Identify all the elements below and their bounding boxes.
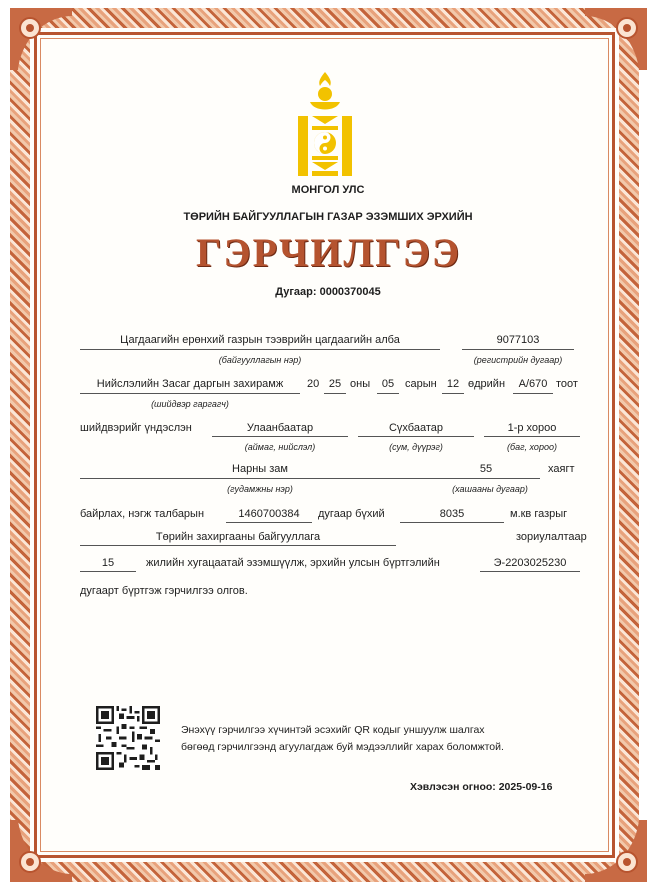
- month-word: сарын: [405, 378, 437, 390]
- bag-underline: [484, 436, 580, 437]
- street-value: Нарны зам: [232, 463, 288, 475]
- registration-underline: [480, 571, 580, 572]
- years-underline: [80, 571, 136, 572]
- area-word: м.кв газрыг: [510, 508, 568, 520]
- certificate-number: Дугаар: 0000370045: [275, 286, 381, 298]
- corner-ornament-top-left: [8, 6, 74, 72]
- fence-number-value: 55: [479, 463, 493, 475]
- country-name: МОНГОЛ УЛС: [291, 184, 365, 196]
- month-underline: [377, 393, 399, 394]
- qr-note-line-1: Энэхүү гэрчилгээ хүчинтэй эсэхийг QR кодыг уншуулж шалгах: [181, 724, 485, 736]
- registry-caption: (регистрийн дугаар): [473, 355, 563, 365]
- decision-number-value: А/670: [518, 378, 548, 390]
- day-word: өдрийн: [468, 378, 506, 390]
- parcel-number-value: 1460700384: [238, 508, 300, 520]
- aimag-caption: (аймаг, нийслэл): [244, 442, 316, 452]
- registration-number-value: Э-2203025230: [493, 557, 567, 569]
- qr-note-line-2: бөгөөд гэрчилгээнд агуулагдаж буй мэдээллийг харах боломжтой.: [181, 741, 504, 753]
- area-underline: [400, 522, 504, 523]
- year-prefix: 20: [307, 378, 320, 390]
- purpose-underline: [80, 545, 396, 546]
- org-name-value: Цагдаагийн ерөнхий газрын тээврийн цагдаагийн алба: [120, 334, 400, 346]
- aimag-underline: [212, 436, 348, 437]
- year-word: оны: [350, 378, 371, 390]
- org-name-underline: [80, 349, 440, 350]
- parcel-word: дугаар бүхий: [318, 508, 385, 520]
- fence-caption: (хашааны дугаар): [452, 484, 528, 494]
- parcel-underline: [226, 522, 312, 523]
- purpose-value: Төрийн захиргааны байгууллага: [155, 531, 321, 543]
- year-underline: [324, 393, 346, 394]
- sum-value: Сүхбаатар: [388, 422, 443, 434]
- corner-ornament-bottom-left: [8, 818, 74, 884]
- org-name-caption: (байгууллагын нэр): [218, 355, 302, 365]
- qr-code: [96, 706, 160, 770]
- years-text: жилийн хугацаатай эзэмшүүлж, эрхийн улсын бүртгэлийн: [146, 557, 440, 569]
- printed-date: Хэвлэсэн огноо: 2025-09-16: [410, 781, 553, 793]
- corner-ornament-bottom-right: [583, 818, 649, 884]
- address-word: хаягт: [548, 463, 575, 475]
- street-underline: [80, 478, 440, 479]
- area-value: 8035: [439, 508, 465, 520]
- decision-org-value: Нийслэлийн Засаг даргын захирамж: [96, 378, 284, 390]
- registry-underline: [462, 349, 574, 350]
- aimag-value: Улаанбаатар: [246, 422, 314, 434]
- day-underline: [442, 393, 464, 394]
- decision-org-underline: [80, 393, 300, 394]
- decision-caption: (шийдвэр гаргагч): [151, 399, 229, 409]
- location-text: байрлах, нэгж талбарын: [80, 508, 205, 520]
- purpose-word: зориулалтаар: [516, 531, 587, 543]
- year-value: 25: [328, 378, 342, 390]
- sum-caption: (сум, дүүрэг): [389, 442, 443, 452]
- bag-value: 1-р хороо: [507, 422, 557, 434]
- soyombo-emblem: [296, 70, 354, 178]
- bag-caption: (баг, хороо): [507, 442, 557, 452]
- registry-number-value: 9077103: [496, 334, 540, 346]
- basis-text: шийдвэрийг үндэслэн: [80, 422, 192, 434]
- years-value: 15: [101, 557, 115, 569]
- decision-number-word: тоот: [556, 378, 578, 390]
- sum-underline: [358, 436, 474, 437]
- month-value: 05: [381, 378, 395, 390]
- fence-underline: [440, 478, 540, 479]
- final-text: дугаарт бүртгэж гэрчилгээ олгов.: [80, 585, 248, 597]
- decision-number-underline: [513, 393, 553, 394]
- certificate-subtitle: ТӨРИЙН БАЙГУУЛЛАГЫН ГАЗАР ЭЗЭМШИХ ЭРХИЙН: [183, 211, 473, 223]
- certificate-title: ГЭРЧИЛГЭЭ: [196, 230, 461, 275]
- corner-ornament-top-right: [583, 6, 649, 72]
- street-caption: (гудамжны нэр): [227, 484, 293, 494]
- day-value: 12: [446, 378, 460, 390]
